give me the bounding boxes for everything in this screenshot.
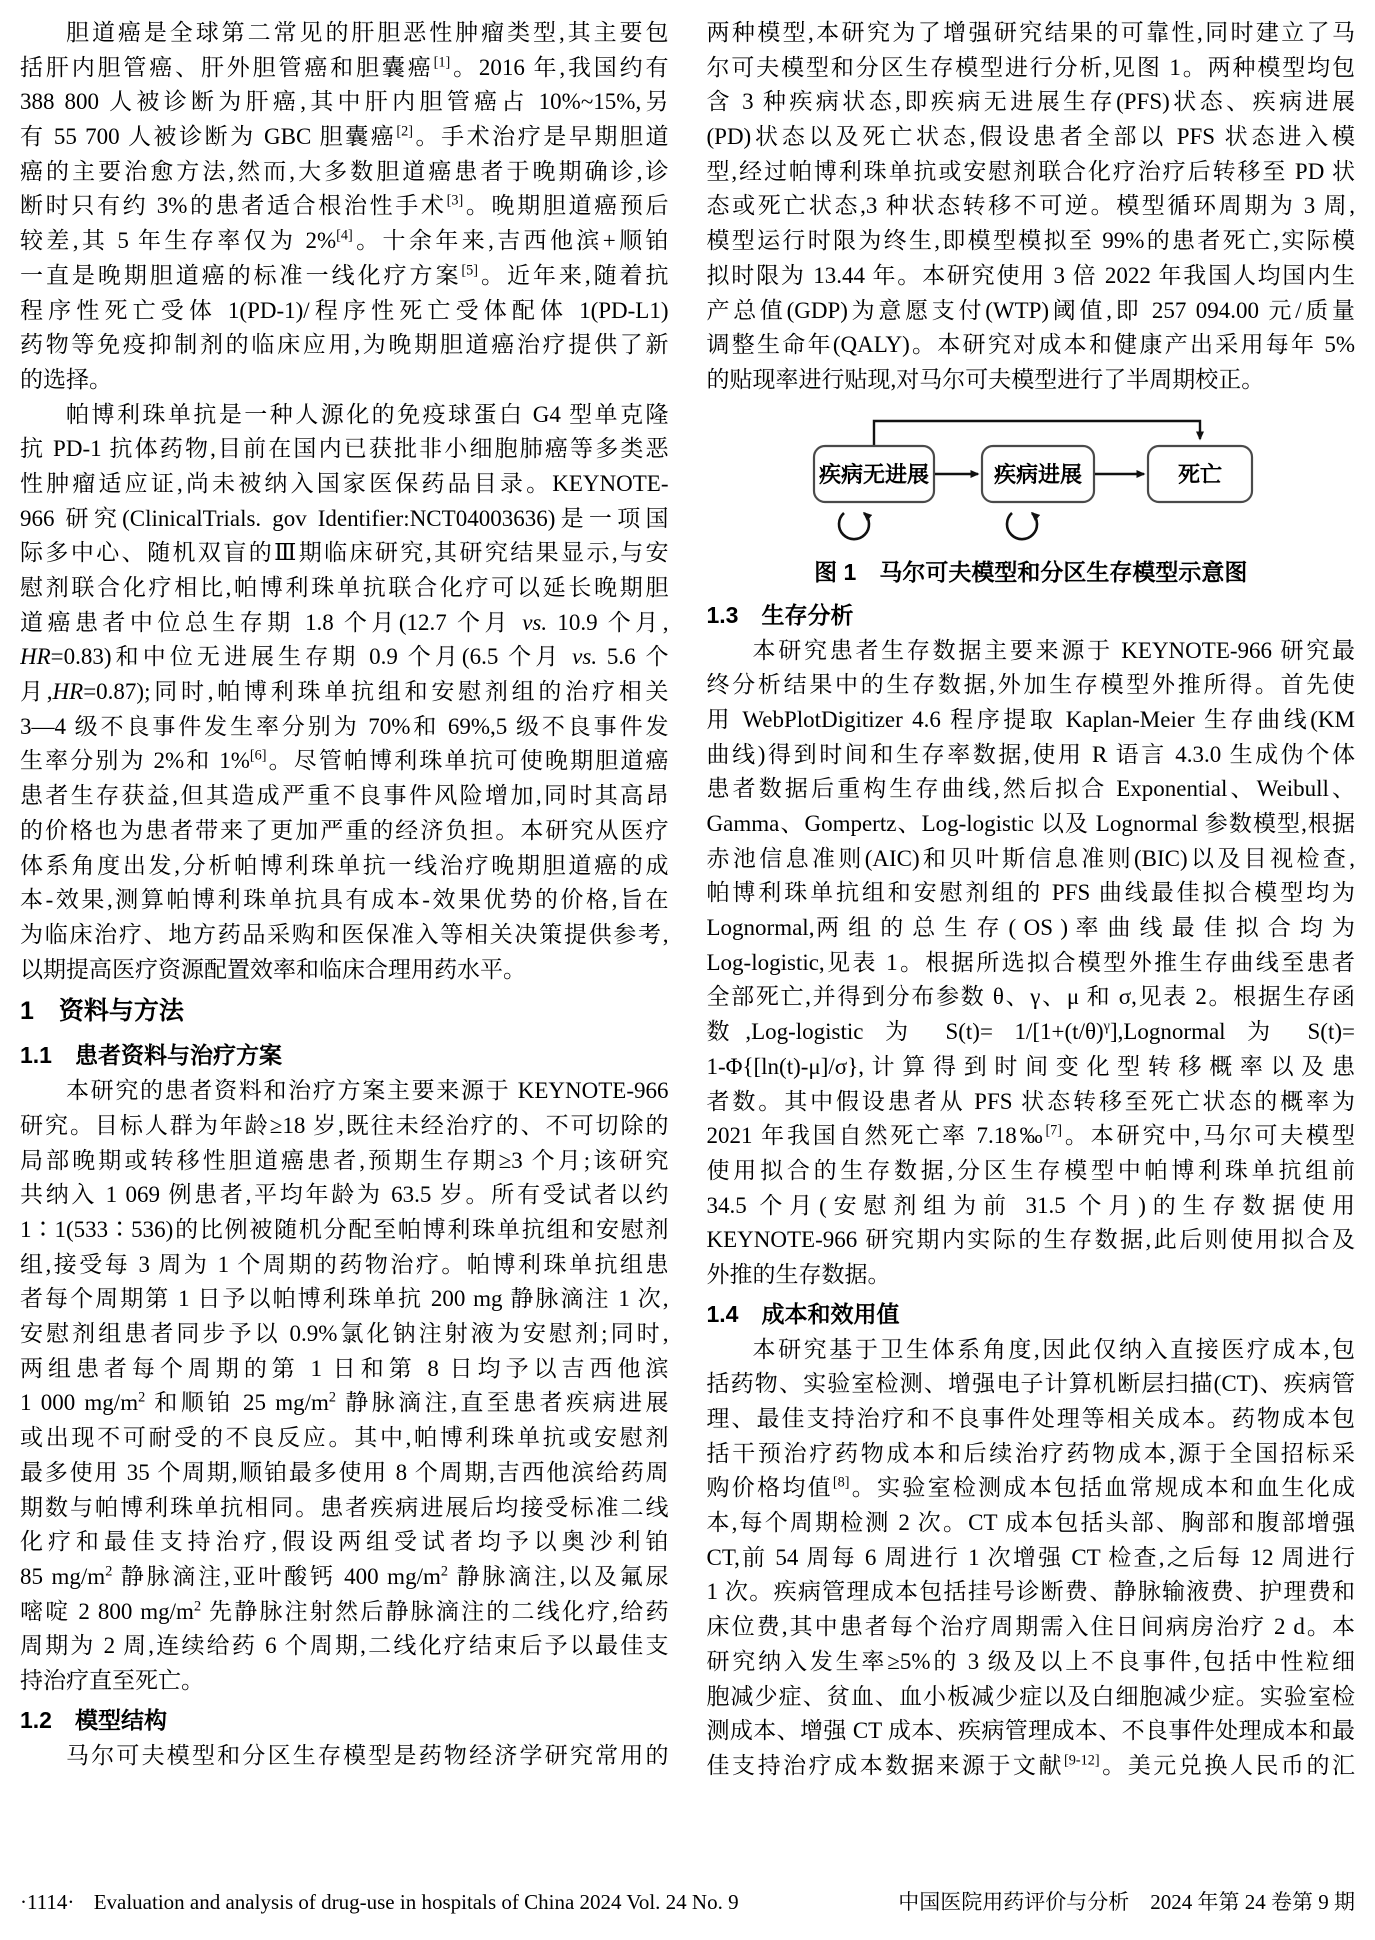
- section-heading: 1.1 患者资料与治疗方案: [20, 1042, 282, 1069]
- text-line: 曲线)得到时间和生存率数据,使用 R 语言 4.3.0 生成伪个体: [706, 741, 1355, 767]
- text-line: 34.5 个月(安慰剂组为前 31.5 个月)的生存数据使用: [706, 1192, 1355, 1218]
- text-line: 用 WebPlotDigitizer 4.6 程序提取 Kaplan-Meier 生存曲线(KM: [706, 706, 1355, 732]
- text-line: 抗 PD-1 抗体药物,目前在国内已获批非小细胞肺癌等多类恶: [20, 436, 669, 462]
- text-line: 测成本、增强 CT 成本、疾病管理成本、不良事件处理成本和最: [706, 1718, 1355, 1744]
- text-line: 赤池信息准则(AIC)和贝叶斯信息准则(BIC)以及目视检查,: [706, 845, 1355, 871]
- text-line: CT,前 54 周每 6 周进行 1 次增强 CT 检查,之后每 12 周进行: [706, 1544, 1355, 1570]
- text-line: 终分析结果中的生存数据,外加生存模型外推所得。首先使: [706, 672, 1355, 698]
- text-line: 帕博利珠单抗是一种人源化的免疫球蛋白 G4 型单克隆: [66, 401, 669, 427]
- text-line: 模型运行时限为终生,即模型模拟至 99%的患者死亡,实际模: [706, 228, 1355, 254]
- text-line: 尔可夫模型和分区生存模型进行分析,见图 1。两种模型均包: [706, 54, 1355, 80]
- text-line: 本研究患者生存数据主要来源于 KEYNOTE-966 研究最: [752, 637, 1355, 663]
- text-line: KEYNOTE-966 研究期内实际的生存数据,此后则使用拟合及: [706, 1227, 1355, 1253]
- text-line: 理、最佳支持治疗和不良事件处理等相关成本。药物成本包: [706, 1406, 1355, 1431]
- text-line: 966 研究(ClinicalTrials. gov Identifier:NCT04003636)是一项国: [20, 505, 669, 531]
- text-line: 性肿瘤适应证,尚未被纳入国家医保药品目录。KEYNOTE-: [20, 470, 669, 496]
- state-label-progression: 疾病进展: [993, 461, 1082, 487]
- text-line: 有 55 700 人被诊断为 GBC 胆囊癌[2]。手术治疗是早期胆道: [20, 123, 669, 150]
- text-line: HR=0.83)和中位无进展生存期 0.9 个月(6.5 个月 vs. 5.6 个: [20, 644, 669, 670]
- text-line: 调整生命年(QALY)。本研究对成本和健康产出采用每年 5%: [706, 332, 1355, 358]
- figure-caption: 图 1 马尔可夫模型和分区生存模型示意图: [814, 558, 1248, 585]
- text-line: 产总值(GDP)为意愿支付(WTP)阈值,即 257 094.00 元/质量: [706, 297, 1355, 323]
- page-number: ·1114·: [20, 1890, 75, 1914]
- text-line: 最多使用 35 个周期,顺铂最多使用 8 个周期,吉西他滨给药周: [20, 1459, 669, 1485]
- text-line: 括肝内胆管癌、肝外胆管癌和胆囊癌[1]。2016 年,我国约有: [20, 54, 669, 80]
- text-line: 本研究的患者资料和治疗方案主要来源于 KEYNOTE-966: [66, 1078, 669, 1104]
- text-line: 本研究基于卫生体系角度,因此仅纳入直接医疗成本,包: [752, 1336, 1355, 1362]
- text-line: 断时只有约 3%的患者适合根治性手术[3]。晚期胆道癌预后: [20, 192, 669, 219]
- section-heading: 1.2 模型结构: [20, 1706, 167, 1733]
- text-line: 态或死亡状态,3 种状态转移不可逆。模型循环周期为 3 周,: [706, 193, 1355, 219]
- text-line: 3—4 级不良事件发生率分别为 70%和 69%,5 级不良事件发: [20, 713, 669, 739]
- text-line: 括干预治疗药物成本和后续治疗药物成本,源于全国招标采: [706, 1440, 1355, 1466]
- text-line: 局部晚期或转移性胆道癌患者,预期生存期≥3 个月;该研究: [20, 1147, 669, 1173]
- text-line: 85 $mg/m^2$ 静脉滴注,亚叶酸钙 400 $mg/m^2$ 静脉滴注,以及氟尿: [20, 1563, 669, 1589]
- text-line: 1 000 $mg/m^2$ 和顺铂 25 $mg/m^2$ 静脉滴注,直至患者疾病进展: [20, 1389, 669, 1416]
- right-column: [707, 16, 1356, 1784]
- text-line: 程序性死亡受体 1(PD-1)/程序性死亡受体配体 1(PD-L1): [20, 297, 669, 323]
- text-line: 使用拟合的生存数据,分区生存模型中帕博利珠单抗组前: [706, 1157, 1355, 1183]
- text-line: 1 次。疾病管理成本包括挂号诊断费、静脉输液费、护理费和: [706, 1579, 1355, 1605]
- text-line: 研究。目标人群为年龄≥18 岁,既往未经治疗的、不可切除的: [20, 1112, 669, 1138]
- text-line: 生率分别为 2%和 1%[6]。尽管帕博利珠单抗可使晚期胆道癌: [20, 747, 669, 774]
- text-line: 药物等免疫抑制剂的临床应用,为晚期胆道癌治疗提供了新: [20, 332, 669, 358]
- text-line: 化疗和最佳支持治疗,假设两组受试者均予以奥沙利铂: [20, 1529, 669, 1555]
- text-line: 慰剂联合化疗相比,帕博利珠单抗联合化疗可以延长晚期胆: [20, 575, 669, 600]
- arrow-pfs-to-death: [874, 421, 1200, 445]
- footer-journal-en: Evaluation and analysis of drug-use in hospitals of China 2024 Vol. 24 No. 9: [93, 1890, 739, 1914]
- text-line: 周期为 2 周,连续给药 6 个周期,二线化疗结束后予以最佳支: [20, 1633, 669, 1659]
- footer-left: [20, 1890, 739, 1915]
- text-line: 道癌患者中位总生存期 1.8 个月(12.7 个月 vs. 10.9 个月,: [20, 609, 669, 635]
- text-line: 研究纳入发生率≥5%的 3 级及以上不良事件,包括中性粒细: [706, 1648, 1355, 1674]
- text-line: 购价格均值[8]。实验室检测成本包括血常规成本和血生化成: [706, 1474, 1355, 1501]
- text-line: 括药物、实验室检测、增强电子计算机断层扫描(CT)、疾病管: [706, 1371, 1355, 1397]
- self-loop-pfs: [839, 513, 869, 539]
- text-line: 者数。其中假设患者从 PFS 状态转移至死亡状态的概率为: [706, 1088, 1355, 1114]
- text-line: 安慰剂组患者同步予以 0.9%氯化钠注射液为安慰剂;同时,: [20, 1321, 669, 1347]
- text-line: 胆道癌是全球第二常见的肝胆恶性肿瘤类型,其主要包: [66, 20, 669, 45]
- text-line: Lognormal,两 组 的 总 生 存 ( OS ) 率 曲 线 最 佳 拟 合 均 为: [706, 915, 1355, 941]
- footer-journal-zh: 中国医院用药评价与分析 2024 年第 24 卷第 9 期: [898, 1890, 1355, 1914]
- text-line: 马尔可夫模型和分区生存模型是药物经济学研究常用的: [66, 1742, 669, 1768]
- text-line: 含 3 种疾病状态,即疾病无进展生存(PFS)状态、疾病进展: [706, 89, 1355, 115]
- text-line: 的选择。: [20, 366, 112, 392]
- text-line: 共纳入 1 069 例患者,平均年龄为 63.5 岁。所有受试者以约: [20, 1182, 669, 1208]
- text-line: 床位费,其中患者每个治疗周期需入住日间病房治疗 2 d。本: [706, 1614, 1355, 1640]
- state-label-death: 死亡: [1177, 461, 1222, 487]
- section-heading: 1 资料与方法: [20, 997, 184, 1026]
- text-line: 持治疗直至死亡。: [20, 1667, 204, 1693]
- text-line: 患者数据后重构生存曲线,然后拟合 Exponential、Weibull、: [706, 776, 1355, 802]
- text-line: 388 800 人被诊断为肝癌,其中肝内胆管癌占 10%~15%,另: [20, 89, 669, 115]
- text-line: 体系角度出发,分析帕博利珠单抗一线治疗晚期胆道癌的成: [20, 852, 669, 878]
- text-line: 帕博利珠单抗组和安慰剂组的 PFS 曲线最佳拟合模型均为: [706, 880, 1355, 906]
- section-heading: 1.4 成本和效用值: [706, 1300, 900, 1327]
- text-line: (PD)状态以及死亡状态,假设患者全部以 PFS 状态进入模: [706, 124, 1355, 150]
- text-line: 嘧啶 2 800 $mg/m^2$ 先静脉注射然后静脉滴注的二线化疗,给药: [20, 1597, 669, 1624]
- text-line: 型,经过帕博利珠单抗或安慰剂联合化疗治疗后转移至 PD 状: [706, 158, 1355, 184]
- text-line: 两组患者每个周期的第 1 日和第 8 日均予以吉西他滨: [20, 1355, 669, 1381]
- state-label-progression-free: 疾病无进展: [818, 461, 929, 487]
- text-line: 患者生存获益,但其造成严重不良事件风险增加,同时其高昂: [20, 783, 669, 809]
- text-line: 本-效果,测算帕博利珠单抗具有成本-效果优势的价格,旨在: [20, 887, 669, 913]
- text-line: Log-logistic,见表 1。根据所选拟合模型外推生存曲线至患者: [706, 949, 1355, 975]
- left-column: [20, 16, 669, 1784]
- text-line: 的贴现率进行贴现,对马尔可夫模型进行了半周期校正。: [706, 366, 1265, 392]
- section-heading: 1.3 生存分析: [706, 601, 854, 628]
- text-line: 拟时限为 13.44 年。本研究使用 3 倍 2022 年我国人均国内生: [706, 262, 1355, 288]
- text-line: 际多中心、随机双盲的Ⅲ期临床研究,其研究结果显示,与安: [20, 540, 669, 566]
- text-line: 佳支持治疗成本数据来源于文献[9-12]。美元兑换人民币的汇: [706, 1752, 1355, 1778]
- text-line: 1-Φ{[ln(t)-μ]/σ},计算得到时间变化型转移概率以及患: [706, 1053, 1355, 1079]
- text-line: 期数与帕博利珠单抗相同。患者疾病进展后均接受标准二线: [20, 1494, 669, 1520]
- markov-model-diagram: [796, 412, 1266, 552]
- text-line: 本,每个周期检测 2 次。CT 成本包括头部、胸部和腹部增强: [706, 1510, 1355, 1536]
- text-line: 的价格也为患者带来了更加严重的经济负担。本研究从医疗: [20, 817, 669, 843]
- text-line: Gamma、Gompertz、Log-logistic 以及 Lognormal 参数模型,根据: [706, 811, 1355, 836]
- text-line: 以期提高医疗资源配置效率和临床合理用药水平。: [20, 956, 526, 982]
- text-line: 者每个周期第 1 日予以帕博利珠单抗 200 mg 静脉滴注 1 次,: [20, 1286, 669, 1312]
- text-line: 胞减少症、贫血、血小板减少症以及白细胞减少症。实验室检: [706, 1683, 1355, 1709]
- self-loop-pd: [1007, 513, 1037, 539]
- text-line: 数,Log-logistic 为 $S(t)= 1/[1+(t/\theta)^\gamma],Lognormal$ 为 S(t)=: [706, 1018, 1355, 1045]
- text-line: 月,HR=0.87);同时,帕博利珠单抗组和安慰剂组的治疗相关: [20, 679, 669, 705]
- text-line: 较差,其 5 年生存率仅为 2%[4]。十余年来,吉西他滨+顺铂: [20, 227, 669, 254]
- text-line: 组,接受每 3 周为 1 个周期的药物治疗。帕博利珠单抗组患: [20, 1251, 669, 1277]
- text-line: 或出现不可耐受的不良反应。其中,帕博利珠单抗或安慰剂: [20, 1425, 669, 1451]
- text-line: 两种模型,本研究为了增强研究结果的可靠性,同时建立了马: [706, 20, 1355, 45]
- text-line: 2021 年我国自然死亡率 7.18‰[7]。本研究中,马尔可夫模型: [706, 1122, 1355, 1149]
- text-line: 一直是晚期胆道癌的标准一线化疗方案[5]。近年来,随着抗: [20, 262, 669, 288]
- text-line: 全部死亡,并得到分布参数 θ、γ、μ 和 σ,见表 2。根据生存函: [706, 984, 1355, 1010]
- text-line: 为临床治疗、地方药品采购和医保准入等相关决策提供参考,: [20, 921, 669, 947]
- text-line: 外推的生存数据。: [706, 1261, 891, 1287]
- figure-markov-model: [707, 398, 1356, 594]
- text-line: 1∶1(533∶536)的比例被随机分配至帕博利珠单抗组和安慰剂: [20, 1217, 669, 1242]
- page-footer: [20, 1886, 1355, 1916]
- text-line: 癌的主要治愈方法,然而,大多数胆道癌患者于晚期确诊,诊: [20, 158, 669, 184]
